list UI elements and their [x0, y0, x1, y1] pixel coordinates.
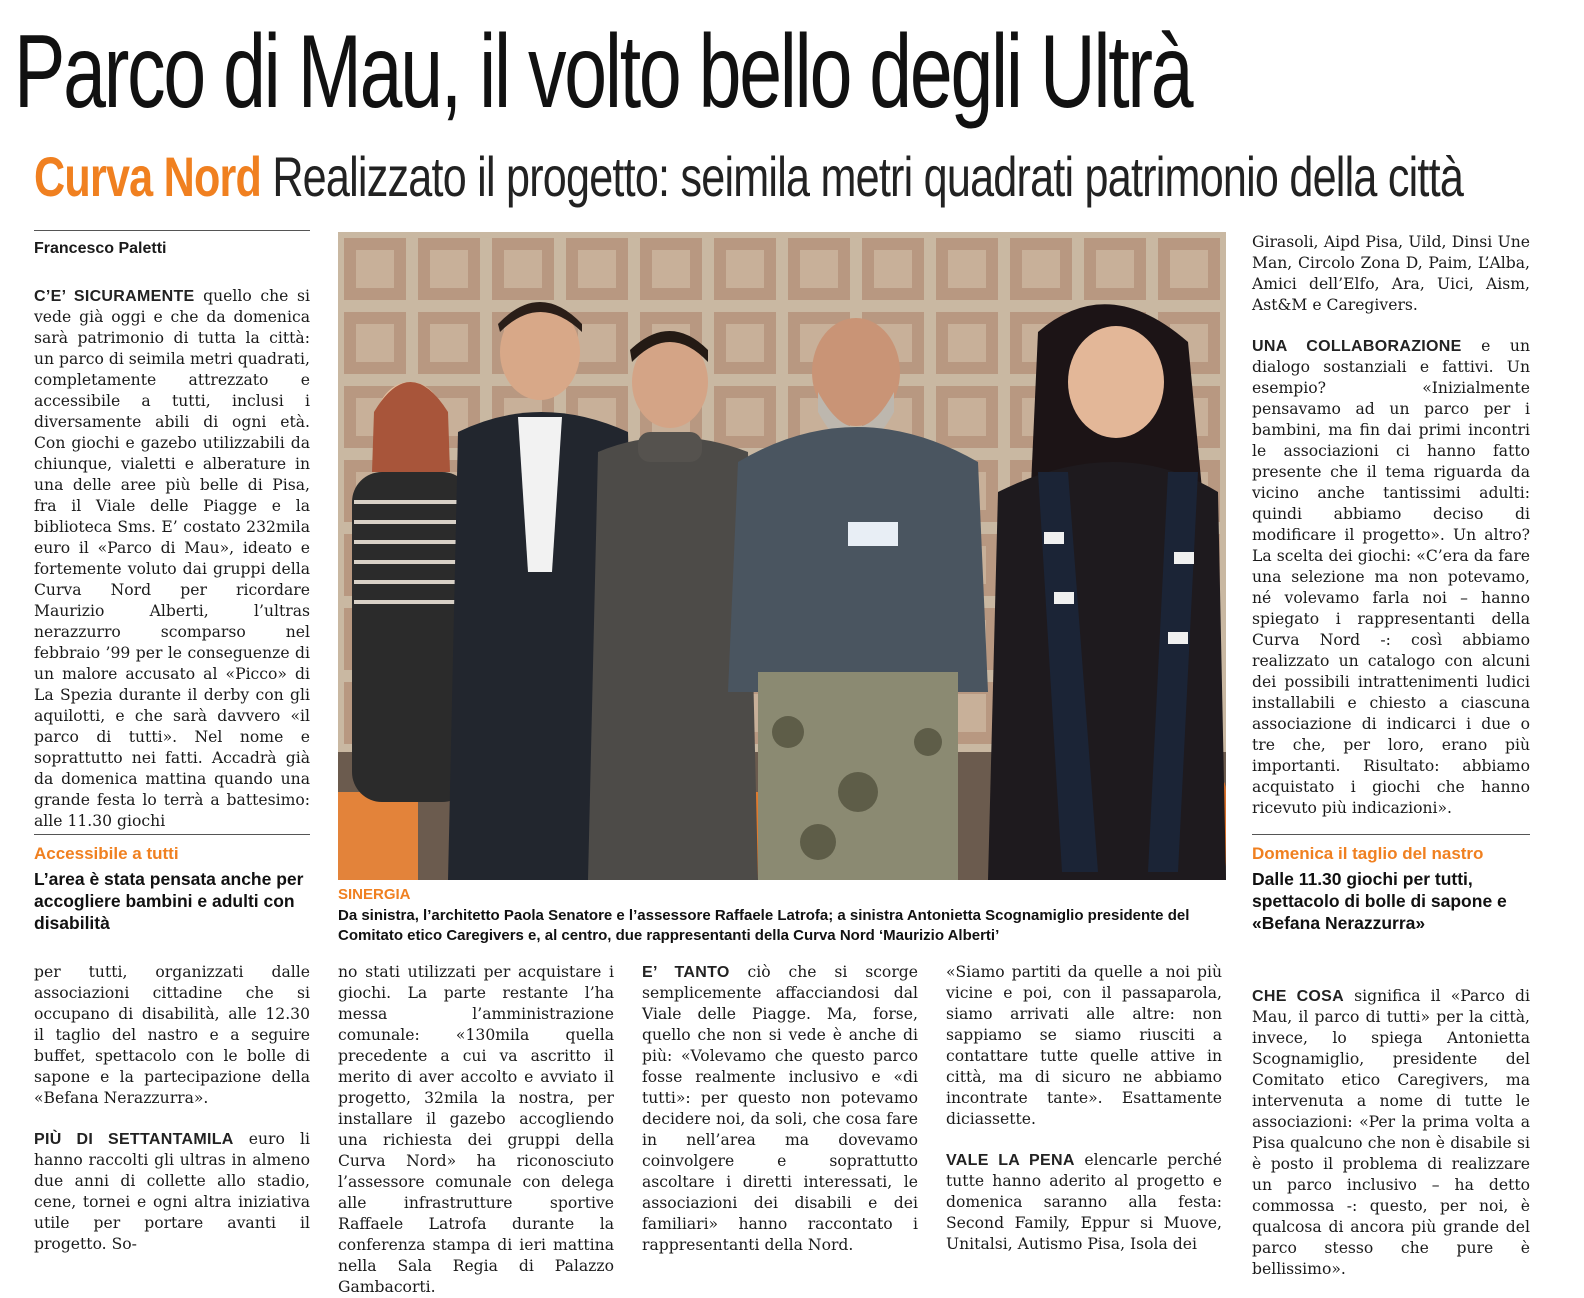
bottom-column-3	[642, 962, 918, 1262]
box1-kicker: Accessibile a tutti	[34, 844, 179, 863]
col1-text: quello che si vede già oggi e che da domenica sarà patrimonio di tutta la città: un parco di seimila metri quadrati, completamente attrezzato e accessibile a tutti, inclusi i diversamente abili di ogni età. Con giochi e gazebo utilizzabili da chiunque, vialetti e alberature in una delle aree più belle di Pisa, fra il Viale delle Piagge e la biblioteca Sms. E’ costato 232mila euro il «Parco di Mau», ideato e fortemente voluto dai gruppi della Curva Nord per ricordare Maurizio Alberti, l’ultras nerazzurro scomparso nel febbraio ’99 per le conseguenze di un malore accusato al «Picco» di La Spezia durante il derby con gli aquilotti, e che sarà davvero «il parco di tutti». Nel nome e soprattutto nei fatti. Accadrà già da domenica mattina quando una grande festa lo terrà a battesimo: alle 11.30 giochi	[34, 287, 310, 830]
box2-text: Dalle 11.30 giochi per tutti, spettacolo di bolle di sapone e «Befana Nerazzurra»	[1252, 869, 1507, 933]
bottom-col4-lead: VALE LA PENA	[946, 1152, 1075, 1169]
bottom-col1-lead: PIÙ DI SETTANTAMILA	[34, 1131, 234, 1148]
bottom-column-4	[946, 962, 1222, 1262]
bottom-column-5	[1252, 986, 1530, 1278]
subhead-kicker: Curva Nord	[34, 145, 262, 208]
right-paragraph-2: e un dialogo sostanziali e fattivi. Un esempio? «Inizialmente pensavamo ad un parco per i bambini, ma fin dai primi incontri le associazioni ci hanno fatto presente che il tema riguarda da vicino anche tantissimi adulti: quindi abbiamo deciso di modificare il progetto». Un altro? La scelta dei giochi: «C’era da fare una selezione ma non potevamo, né volevamo farla noi – hanno spiegato i rappresentanti della Curva Nord -: così abbiamo realizzato un catalogo con alcuni dei possibili intrattenimenti ludici installabili e chiesto a ciascuna associazione di indicarci i due o tre che, per loro, erano più importanti. Risultato: abbiamo acquistato i giochi che hanno ricevuto più indicazioni».	[1252, 337, 1530, 817]
bottom-col5-lead: CHE COSA	[1252, 988, 1344, 1005]
right-paragraph-1: Girasoli, Aipd Pisa, Uild, Dinsi Une Man, Circolo Zona D, Paim, L’Alba, Amici dell’Elfo, Ara, Uici, Aism, Ast&M e Caregivers.	[1252, 233, 1530, 314]
top-rule	[34, 230, 310, 231]
box1-rule	[34, 834, 310, 835]
caption-text: Da sinistra, l’architetto Paola Senatore e l’assessore Raffaele Latrofa; a sinistra Antonietta Scognamiglio presidente del Comitato etico Caregivers e, al centro, due rappresentanti della Curva Nord ‘Maurizio Alberti’	[338, 907, 1190, 944]
caption-kicker: SINERGIA	[338, 886, 411, 903]
box2-rule	[1252, 834, 1530, 835]
bottom-col3-para: ciò che si scorge semplicemente affacciandosi dal Viale delle Piagge. Ma, forse, quello che non si vede è anche di più: «Volevamo che questo parco fosse realmente inclusivo e «di tutti»: per questo non potevamo decidere noi, da soli, che cosa fare in nell’area ma dovevamo coinvolgere e soprattutto ascoltare i diretti interessati, le associazioni dei disabili e dei familiari» hanno raccontato i rappresentanti della Nord.	[642, 963, 918, 1254]
bottom-col4-para1: «Siamo partiti da quelle a noi più vicine e poi, con il passaparola, siamo arrivati alle altre: non sappiamo se siamo riusciti a contattare tutte quelle attive in città, ma di sicuro ne abbiamo incontrate tante». Esattamente diciassette.	[946, 963, 1222, 1128]
subhead-text: Realizzato il progetto: seimila metri quadrati patrimonio della città	[272, 145, 1464, 208]
bottom-col4-para2: elencarle perché tutte hanno aderito al progetto e domenica saranno alla festa: Second Family, Eppur si Muove, Unitalsi, Autismo Pisa, Isola dei	[946, 1151, 1222, 1253]
byline: Francesco Paletti	[34, 240, 167, 257]
bottom-col5-para: significa il «Parco di Mau, il parco di tutti» per la città, invece, lo spiega Antonietta Scognamiglio, presidente del Comitato etico Caregivers, ma intervenuta a nome di tutte le associazioni: «Per la prima volta a Pisa qualcuno che non è disabile si è posto il problema di realizzare un parco inclusivo – ha detto commossa -: questo, per noi, è qualcosa di ancora più grande del parco stesso che pure è bellissimo».	[1252, 987, 1530, 1278]
photo	[338, 232, 1226, 880]
right-lead: UNA COLLABORAZIONE	[1252, 338, 1462, 355]
bottom-column-1	[34, 962, 310, 1262]
right-column-top	[1252, 232, 1530, 822]
subheadline	[34, 144, 1463, 210]
bottom-col3-lead: E’ TANTO	[642, 964, 730, 981]
box1-text: L’area è stata pensata anche per accogliere bambini e adulti con disabilità	[34, 869, 304, 933]
column-1	[34, 286, 310, 830]
headline: Parco di Mau, il volto bello degli Ultrà	[14, 14, 1192, 130]
bottom-column-2	[338, 962, 614, 1296]
col1-lead: C’E’ SICURAMENTE	[34, 288, 195, 305]
bottom-col1-para1: per tutti, organizzati dalle associazioni cittadine che si occupano di disabilità, alle 12.30 il taglio del nastro e a seguire buffet, spettacolo con le bolle di sapone e la partecipazione della «Befana Nerazzurra».	[34, 963, 310, 1107]
bottom-col1-para2: euro li hanno raccolti gli ultras in almeno due anni di collette allo stadio, cene, tornei e ogni altra iniziativa utile per portare avanti il progetto. So-	[34, 1130, 310, 1253]
bottom-col2-para: no stati utilizzati per acquistare i giochi. La parte restante l’ha messa l’amministrazione comunale: «130mila quella precedente a cui va ascritto il merito di aver accolto e avviato il progetto, 32mila la nostra, per installare il gazebo accogliendo una richiesta dei gruppi della Curva Nord» ha riconosciuto l’assessore comunale con delega alle infrastrutture sportive Raffaele Latrofa durante la conferenza stampa di ieri mattina nella Sala Regia di Palazzo Gambacorti.	[338, 963, 614, 1296]
photo-illustration	[338, 232, 1226, 880]
box2-kicker: Domenica il taglio del nastro	[1252, 844, 1484, 863]
